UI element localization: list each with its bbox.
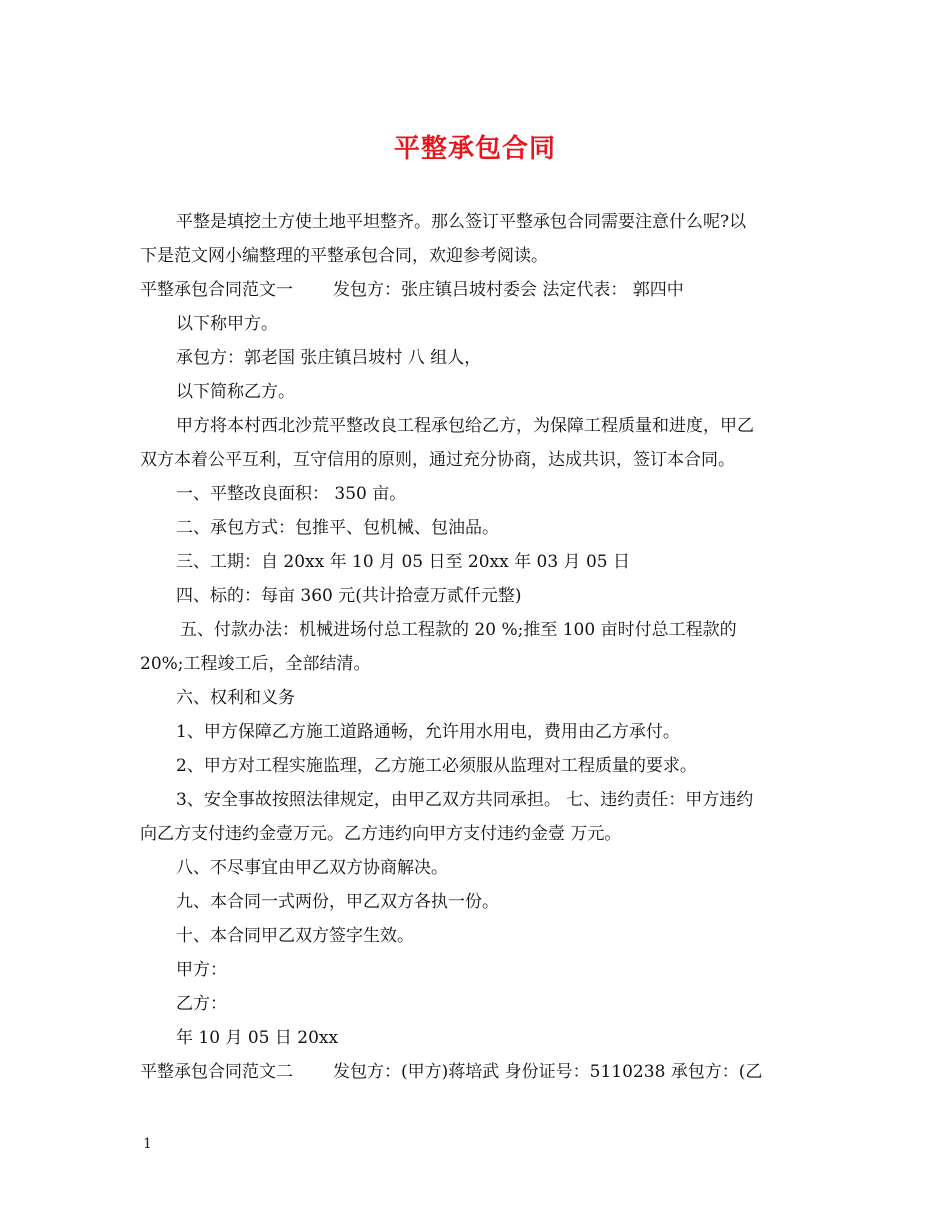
clause-6-item-2: 2、甲方对工程实施监理，乙方施工必须服从监理对工程质量的要求。 — [176, 756, 697, 776]
clause-1: 一、平整改良面积： 350 亩。 — [176, 484, 407, 504]
intro-line-2: 下是范文网小编整理的平整承包合同，欢迎参考阅读。 — [140, 246, 548, 266]
sample-two-header — [140, 1055, 812, 1089]
party-a-signature: 甲方： — [176, 960, 227, 980]
page-number: 1 — [143, 1136, 152, 1152]
document-body — [140, 205, 812, 1089]
contractor-info: 承包方：郭老国 张庄镇吕坡村 八 组人， — [176, 348, 482, 368]
sample-two-parties: 发包方：(甲方)蒋培武 身份证号：5110238 承包方：(乙 — [333, 1062, 763, 1082]
clause-9: 九、本合同一式两份，甲乙双方各执一份。 — [176, 892, 499, 912]
document-title: 平整承包合同 — [393, 134, 556, 164]
preamble-line-1: 甲方将本村西北沙荒平整改良工程承包给乙方，为保障工程质量和进度，甲乙 — [176, 416, 754, 436]
clause-2: 二、承包方式：包推平、包机械、包油品。 — [176, 518, 499, 538]
clause-4: 四、标的：每亩 360 元(共计拾壹万贰仟元整) — [176, 586, 522, 606]
party-b-note: 以下简称乙方。 — [176, 382, 295, 402]
party-b-signature: 乙方： — [176, 994, 227, 1014]
clause-3: 三、工期：自 20xx 年 10 月 05 日至 20xx 年 03 月 05 日 — [176, 552, 630, 572]
signing-date: 年 10 月 05 日 20xx — [176, 1028, 339, 1048]
clause-7-line-2: 向乙方支付违约金壹万元。乙方违约向甲方支付违约金壹 万元。 — [140, 824, 622, 844]
clause-5-line-1: 五、付款办法：机械进场付总工程款的 20 %;推至 100 亩时付总工程款的 — [180, 620, 737, 640]
party-a-note: 以下称甲方。 — [176, 314, 278, 334]
sample-one-heading: 平整承包合同范文一 — [140, 280, 293, 300]
intro-line-1: 平整是填挖土方使土地平坦整齐。那么签订平整承包合同需要注意什么呢?以 — [176, 212, 747, 232]
clause-10: 十、本合同甲乙双方签字生效。 — [176, 926, 414, 946]
sample-one-header — [140, 273, 812, 307]
clause-6-item-3: 3、安全事故按照法律规定，由甲乙双方共同承担。 七、违约责任：甲方违约 — [176, 790, 754, 810]
clause-8: 八、不尽事宜由甲乙双方协商解决。 — [176, 858, 448, 878]
clause-5-line-2: 20%;工程竣工后，全部结清。 — [140, 654, 371, 674]
employer-info: 发包方：张庄镇吕坡村委会 法定代表： 郭四中 — [333, 280, 684, 300]
preamble-line-2: 双方本着公平互利，互守信用的原则，通过充分协商，达成共识，签订本合同。 — [140, 450, 735, 470]
clause-6-item-1: 1、甲方保障乙方施工道路通畅，允许用水用电，费用由乙方承付。 — [176, 722, 680, 742]
sample-two-heading: 平整承包合同范文二 — [140, 1062, 293, 1082]
clause-6: 六、权利和义务 — [176, 688, 295, 708]
